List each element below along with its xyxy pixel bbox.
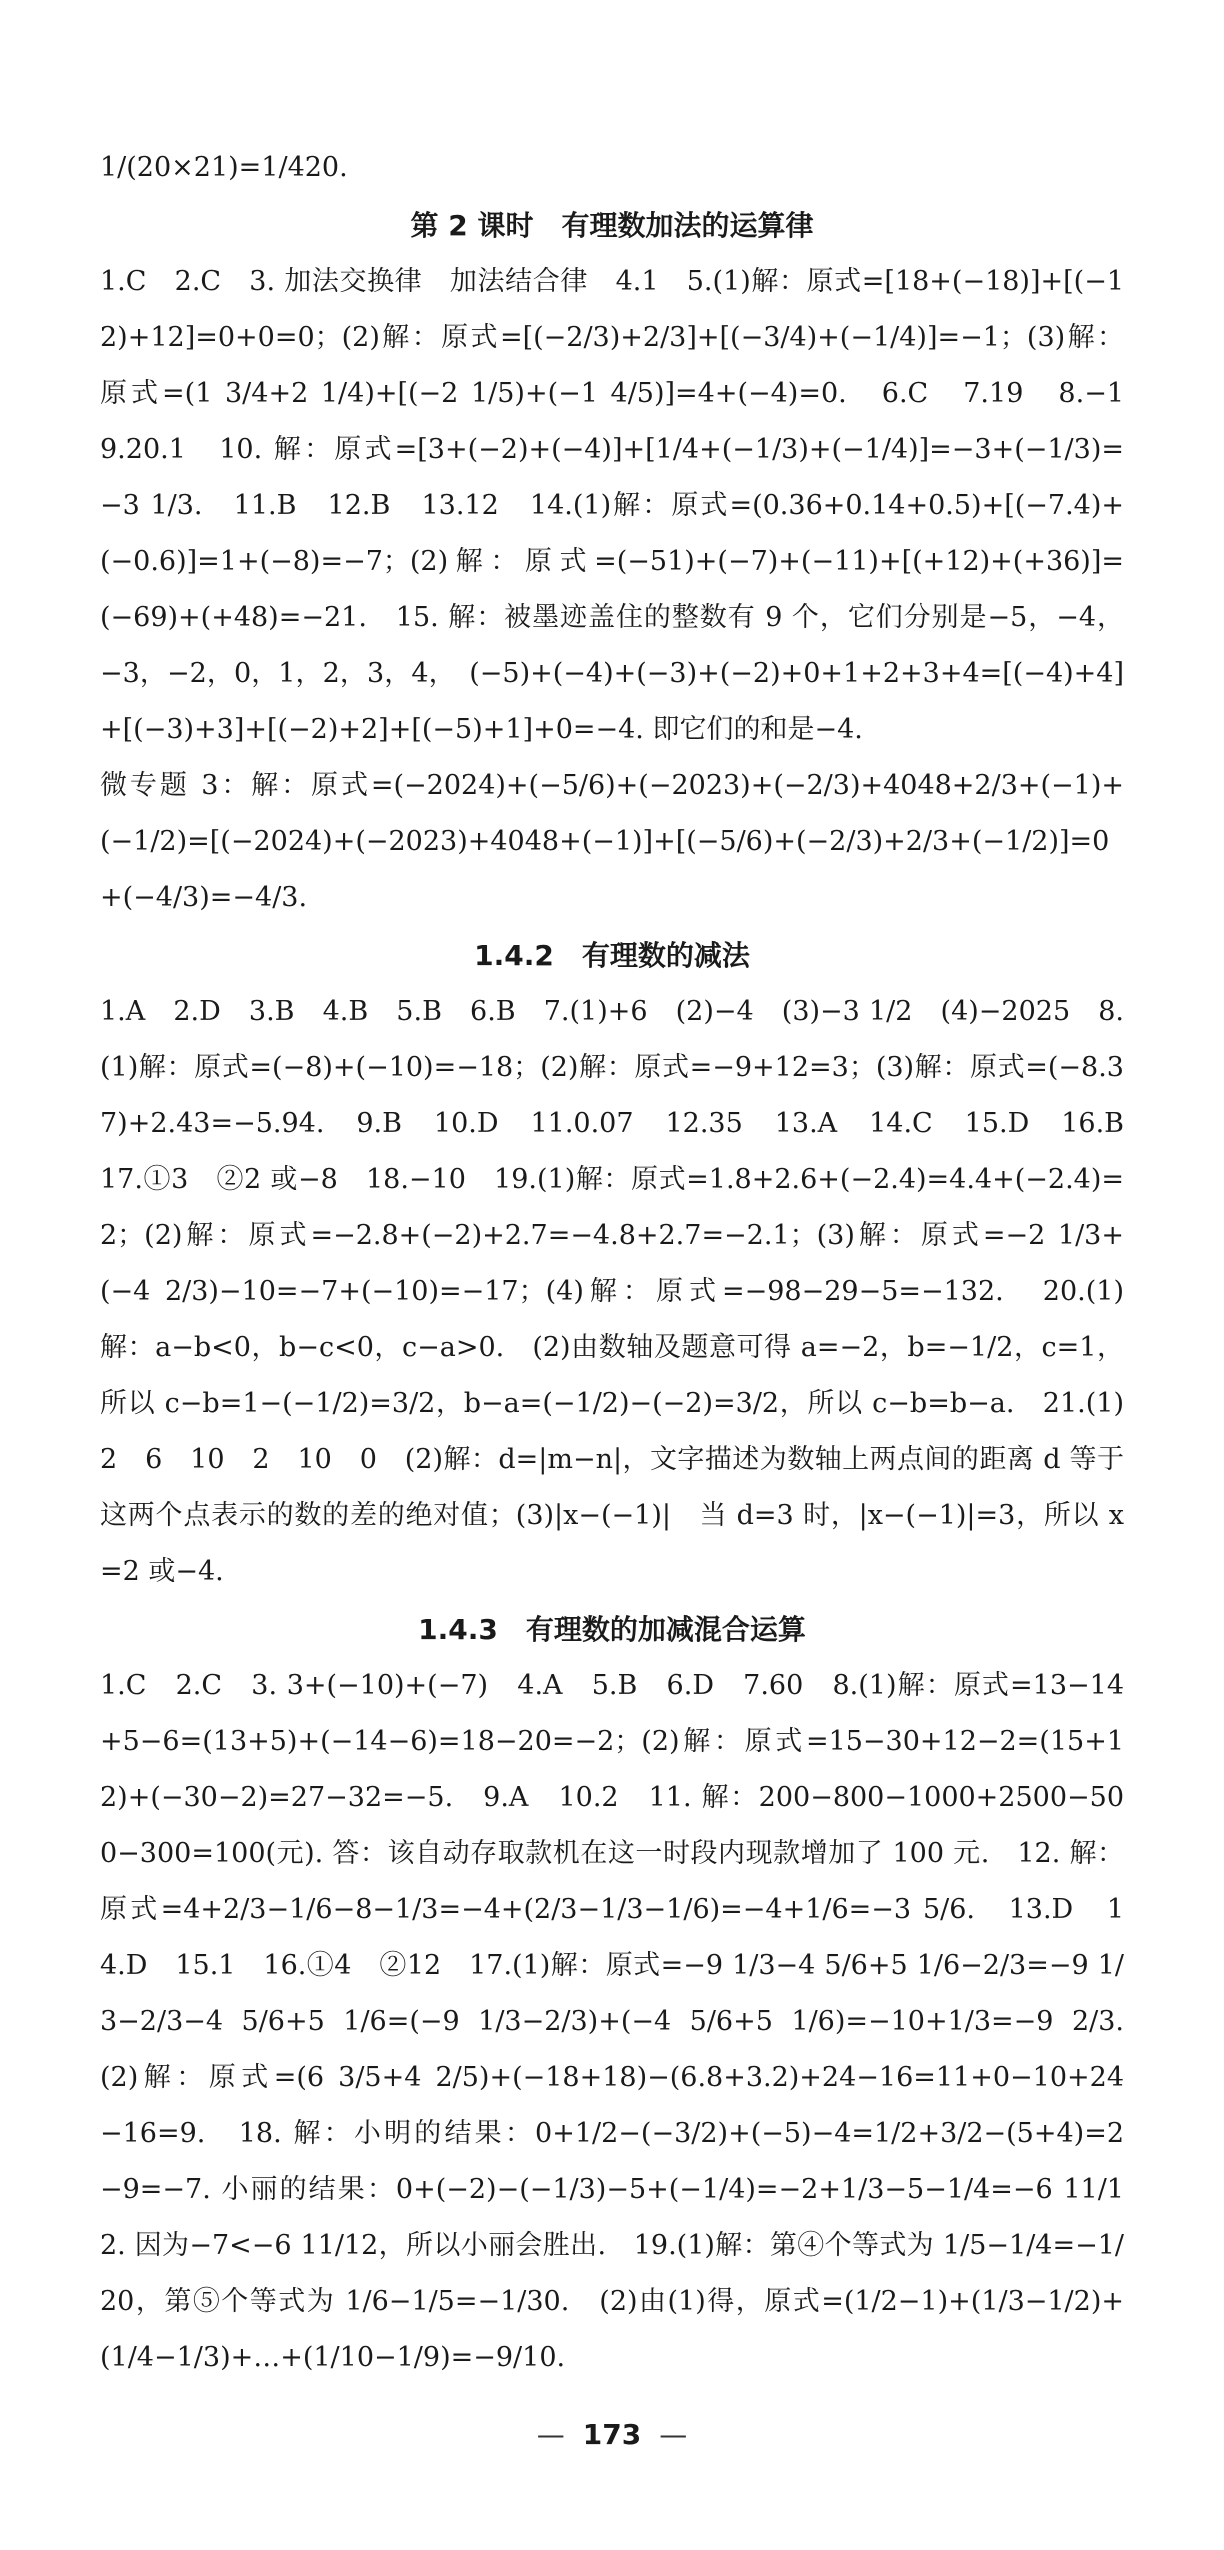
section-addition-laws <box>100 202 1151 926</box>
footer-dash-left: — <box>536 2418 565 2451</box>
page-content <box>100 140 1151 2386</box>
section-body: 1.A 2.D 3.B 4.B 5.B 6.B 7.(1)+6 (2)−4 (3)−3 1/2 (4)−2025 8.(1)解：原式=(−8)+(−10)=−18；(2)解：原式=−9+12=3；(3)解：原式=(−8.37)+2.43=−5.94. 9.B 10.D 11.0.07 12.35 13.A 14.C 15.D 16.B 17.①3 ②2 或−8 18.−10 19.(1)解：原式=1.8+2.6+(−2.4)=4.4+(−2.4)=2；(2)解：原式=−2.8+(−2)+2.7=−4.8+2.7=−2.1；(3)解：原式=−2 1/3+(−4 2/3)−10=−7+(−10)=−17；(4)解：原式=−98−29−5=−132. 20.(1)解：a−b<0，b−c<0，c−a>0. (2)由数轴及题意可得 a=−2，b=−1/2，c=1，所以 c−b=1−(−1/2)=3/2，b−a=(−1/2)−(−2)=3/2，所以 c−b=b−a. 21.(1)2 6 10 2 10 0 (2)解：d=|m−n|，文字描述为数轴上两点间的距离 d 等于这两个点表示的数的差的绝对值；(3)|x−(−1)| 当 d=3 时，|x−(−1)|=3，所以 x=2 或−4. <box>100 996 1151 1587</box>
section-title: 1.4.3 有理数的加减混合运算 <box>418 1613 806 1646</box>
section-body: 1.C 2.C 3. 3+(−10)+(−7) 4.A 5.B 6.D 7.60 8.(1)解：原式=13−14+5−6=(13+5)+(−14−6)=18−20=−2；(2)解：原式=15−30+12−2=(15+12)+(−30−2)=27−32=−5. 9.A 10.2 11. 解：200−800−1000+2500−500−300=100(元). 答：该自动存取款机在这一时段内现款增加了 100 元. 12. 解：原式=4+2/3−1/6−8−1/3=−4+(2/3−1/3−1/6)=−4+1/6=−3 5/6. 13.D 14.D 15.1 16.①4 ②12 17.(1)解：原式=−9 1/3−4 5/6+5 1/6−2/3=−9 1/3−2/3−4 5/6+5 1/6=(−9 1/3−2/3)+(−4 5/6+5 1/6)=−10+1/3=−9 2/3. (2)解：原式=(6 3/5+4 2/5)+(−18+18)−(6.8+3.2)+24−16=11+0−10+24−16=9. 18. 解：小明的结果：0+1/2−(−3/2)+(−5)−4=1/2+3/2−(5+4)=2−9=−7. 小丽的结果：0+(−2)−(−1/3)−5+(−1/4)=−2+1/3−5−1/4=−6 11/12. 因为−7<−6 11/12，所以小丽会胜出. 19.(1)解：第④个等式为 1/5−1/4=−1/20，第⑤个等式为 1/6−1/5=−1/30. (2)由(1)得，原式=(1/2−1)+(1/3−1/2)+(1/4−1/3)+…+(1/10−1/9)=−9/10. <box>100 1670 1151 2373</box>
section-title: 第 2 课时 有理数加法的运算律 <box>410 209 814 242</box>
footer-dash-right: — <box>659 2418 688 2451</box>
page-number-text: 173 <box>582 2418 642 2451</box>
section-body: 1.C 2.C 3. 加法交换律 加法结合律 4.1 5.(1)解：原式=[18+(−18)]+[(−12)+12]=0+0=0；(2)解：原式=[(−2/3)+2/3]+[(−3/4)+(−1/4)]=−1；(3)解：原式=(1 3/4+2 1/4)+[(−2 1/5)+(−1 4/5)]=4+(−4)=0. 6.C 7.19 8.−1 9.20.1 10. 解：原式=[3+(−2)+(−4)]+[1/4+(−1/3)+(−1/4)]=−3+(−1/3)=−3 1/3. 11.B 12.B 13.12 14.(1)解：原式=(0.36+0.14+0.5)+[(−7.4)+(−0.6)]=1+(−8)=−7；(2)解：原式=(−51)+(−7)+(−11)+[(+12)+(+36)]=(−69)+(+48)=−21. 15. 解：被墨迹盖住的整数有 9 个，它们分别是−5，−4，−3，−2，0，1，2，3，4， (−5)+(−4)+(−3)+(−2)+0+1+2+3+4=[(−4)+4]+[(−3)+3]+[(−2)+2]+[(−5)+1]+0=−4. 即它们的和是−4. <box>100 266 1151 745</box>
page-number <box>0 2418 1224 2451</box>
section-subtraction <box>100 932 1151 1600</box>
special-topic-3: 微专题 3：解：原式=(−2024)+(−5/6)+(−2023)+(−2/3)+4048+2/3+(−1)+(−1/2)=[(−2024)+(−2023)+4048+(−1)]+[(−5/6)+(−2/3)+2/3+(−1/2)]=0+(−4/3)=−4/3. <box>100 770 1124 913</box>
section-mixed-operations <box>100 1606 1151 2386</box>
top-fragment: 1/(20×21)=1/420. <box>100 152 348 183</box>
section-title: 1.4.2 有理数的减法 <box>474 939 750 972</box>
